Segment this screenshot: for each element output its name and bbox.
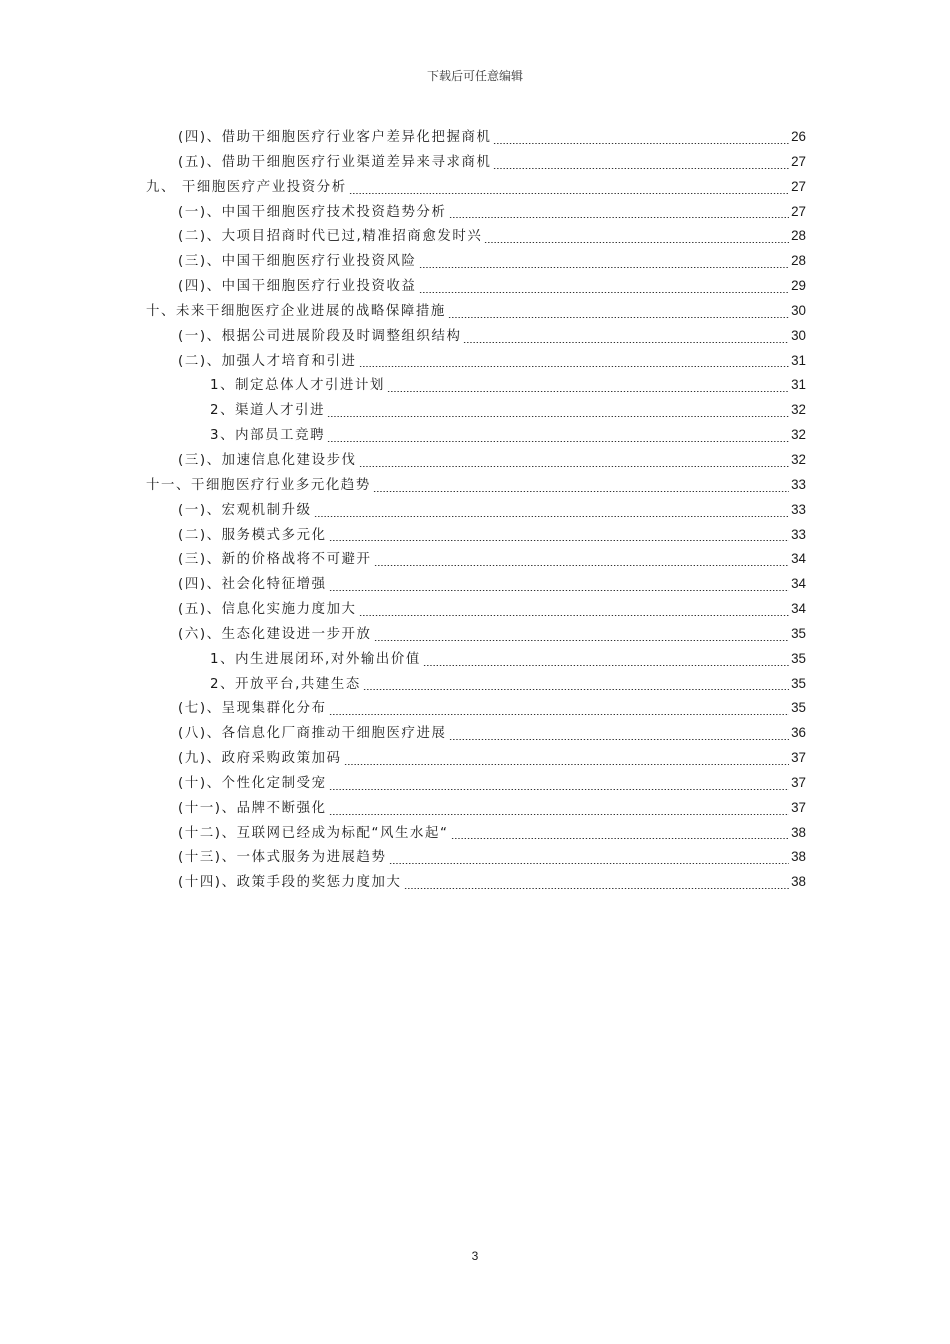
toc-entry-page: 27 <box>791 203 806 219</box>
toc-entry-title: 1、制定总体人才引进计划 <box>210 378 386 394</box>
toc-entry-title: (四)、社会化特征增强 <box>178 577 327 593</box>
toc-entry[interactable] <box>146 250 806 275</box>
page-header: 下载后可任意编辑 <box>426 69 523 83</box>
dot-leader <box>484 242 789 243</box>
toc-entry-page: 37 <box>791 799 806 815</box>
dot-leader <box>329 714 790 715</box>
toc-entry-title: (一)、中国干细胞医疗技术投资趋势分析 <box>178 204 447 220</box>
dot-leader <box>344 764 790 765</box>
dot-leader <box>373 491 789 492</box>
toc-entry-title: (五)、借助干细胞医疗行业渠道差异来寻求商机 <box>178 154 492 170</box>
toc-entry[interactable] <box>146 499 806 524</box>
toc-entry-title: (二)、加强人才培育和引进 <box>178 353 357 369</box>
toc-entry-title: (三)、中国干细胞医疗行业投资风险 <box>178 254 417 270</box>
toc-entry[interactable] <box>146 126 806 151</box>
toc-entry-page: 36 <box>791 725 806 741</box>
toc-entry[interactable] <box>146 201 806 226</box>
toc-entry-page: 35 <box>791 675 806 691</box>
toc-entry-title: (三)、加速信息化建设步伐 <box>178 452 357 468</box>
toc-entry-title: (十三)、一体式服务为进展趋势 <box>178 850 387 866</box>
toc-entry-title: (五)、信息化实施力度加大 <box>178 602 357 618</box>
toc-entry-title: (四)、借助干细胞医疗行业客户差异化把握商机 <box>178 130 492 145</box>
toc-entry[interactable] <box>146 822 806 847</box>
toc-entry-title: (十)、个性化定制受宠 <box>178 775 327 791</box>
dot-leader <box>327 441 789 442</box>
dot-leader <box>448 317 789 318</box>
toc-entry-page: 38 <box>791 874 806 890</box>
toc-entry[interactable] <box>146 772 806 797</box>
dot-leader <box>449 739 790 740</box>
dot-leader <box>423 665 789 666</box>
toc-entry[interactable] <box>146 275 806 300</box>
toc-entry-title: (六)、生态化建设进一步开放 <box>178 626 372 642</box>
page-number: 3 <box>471 1249 479 1263</box>
dot-leader <box>359 366 790 367</box>
dot-leader <box>493 143 789 144</box>
toc-entry[interactable] <box>146 573 806 598</box>
toc-entry-page: 32 <box>791 451 806 467</box>
dot-leader <box>389 863 790 864</box>
toc-entry-page: 26 <box>791 129 806 144</box>
dot-leader <box>329 590 790 591</box>
dot-leader <box>314 516 790 517</box>
toc-entry[interactable] <box>146 176 806 201</box>
toc-entry-page: 27 <box>791 178 806 194</box>
toc-entry-title: (十四)、政策手段的奖惩力度加大 <box>178 875 402 891</box>
toc-entry-page: 27 <box>791 153 806 169</box>
toc-entry-title: (三)、新的价格战将不可避开 <box>178 552 372 568</box>
toc-entry-page: 30 <box>791 327 806 343</box>
toc-entry-page: 38 <box>791 824 806 840</box>
toc-entry-title: 2、开放平台,共建生态 <box>210 676 361 692</box>
toc-entry-page: 34 <box>791 601 806 617</box>
toc-entry[interactable] <box>146 449 806 474</box>
toc-entry[interactable] <box>146 648 806 673</box>
toc-entry[interactable] <box>146 846 806 871</box>
dot-leader <box>404 888 790 889</box>
toc-entry-title: (九)、政府采购政策加码 <box>178 751 342 767</box>
dot-leader <box>329 814 790 815</box>
toc-entry[interactable] <box>146 225 806 250</box>
dot-leader <box>329 789 790 790</box>
dot-leader <box>493 168 789 169</box>
toc-entry[interactable] <box>146 424 806 449</box>
toc-entry[interactable] <box>146 524 806 549</box>
toc-entry[interactable] <box>146 722 806 747</box>
toc-entry[interactable] <box>146 548 806 573</box>
dot-leader <box>451 838 790 839</box>
toc-entry[interactable] <box>146 697 806 722</box>
toc-entry-page: 32 <box>791 402 806 418</box>
toc-entry[interactable] <box>146 623 806 648</box>
toc-entry-title: (一)、根据公司进展阶段及时调整组织结构 <box>178 328 462 344</box>
toc-entry-page: 28 <box>791 253 806 269</box>
dot-leader <box>374 565 790 566</box>
toc-entry-page: 34 <box>791 576 806 592</box>
toc-entry[interactable] <box>146 747 806 772</box>
table-of-contents <box>146 126 806 896</box>
dot-leader <box>349 193 789 194</box>
toc-entry-title: (四)、中国干细胞医疗行业投资收益 <box>178 279 417 295</box>
toc-entry-page: 34 <box>791 551 806 567</box>
toc-entry[interactable] <box>146 325 806 350</box>
toc-entry-page: 31 <box>791 377 806 393</box>
toc-entry-page: 35 <box>791 700 806 716</box>
toc-entry[interactable] <box>146 797 806 822</box>
toc-entry-title: 3、内部员工竞聘 <box>210 428 326 444</box>
toc-entry[interactable] <box>146 598 806 623</box>
toc-entry[interactable] <box>146 673 806 698</box>
toc-entry-page: 35 <box>791 650 806 666</box>
dot-leader <box>387 391 789 392</box>
toc-entry[interactable] <box>146 300 806 325</box>
toc-entry[interactable] <box>146 151 806 176</box>
dot-leader <box>359 615 790 616</box>
dot-leader <box>327 416 789 417</box>
toc-entry[interactable] <box>146 350 806 375</box>
toc-entry-title: 2、渠道人才引进 <box>210 403 326 419</box>
toc-entry-page: 33 <box>791 526 806 542</box>
toc-entry-page: 33 <box>791 501 806 517</box>
toc-entry-page: 32 <box>791 427 806 443</box>
toc-entry-title: (二)、大项目招商时代已过,精准招商愈发时兴 <box>178 229 483 245</box>
toc-entry-title: 1、内生进展闭环,对外输出价值 <box>210 651 421 667</box>
toc-entry-page: 31 <box>791 352 806 368</box>
dot-leader <box>329 540 790 541</box>
toc-entry-title: 九、 干细胞医疗产业投资分析 <box>146 179 347 195</box>
dot-leader <box>419 292 790 293</box>
dot-leader <box>449 217 790 218</box>
toc-entry-page: 37 <box>791 750 806 766</box>
toc-entry-page: 37 <box>791 774 806 790</box>
toc-entry-page: 30 <box>791 302 806 318</box>
dot-leader <box>463 342 789 343</box>
toc-entry[interactable] <box>146 374 806 399</box>
toc-entry-title: (一)、宏观机制升级 <box>178 502 312 518</box>
toc-entry-page: 28 <box>791 228 806 244</box>
toc-entry[interactable] <box>146 399 806 424</box>
dot-leader <box>374 640 790 641</box>
toc-entry-title: (十二)、互联网已经成为标配“风生水起“ <box>178 825 449 841</box>
toc-entry-title: (八)、各信息化厂商推动干细胞医疗进展 <box>178 726 447 742</box>
toc-entry-page: 29 <box>791 278 806 294</box>
toc-entry-title: 十一、干细胞医疗行业多元化趋势 <box>146 477 371 493</box>
dot-leader <box>363 689 789 690</box>
toc-entry-title: (十一)、品牌不断强化 <box>178 800 327 816</box>
toc-entry-page: 35 <box>791 625 806 641</box>
toc-entry[interactable] <box>146 474 806 499</box>
dot-leader <box>359 466 790 467</box>
dot-leader <box>419 267 790 268</box>
toc-entry-page: 33 <box>791 476 806 492</box>
toc-entry-page: 38 <box>791 849 806 865</box>
toc-entry-title: (二)、服务模式多元化 <box>178 527 327 543</box>
toc-entry-title: (七)、呈现集群化分布 <box>178 701 327 717</box>
toc-entry[interactable] <box>146 871 806 896</box>
toc-entry-title: 十、未来干细胞医疗企业进展的战略保障措施 <box>146 303 446 319</box>
